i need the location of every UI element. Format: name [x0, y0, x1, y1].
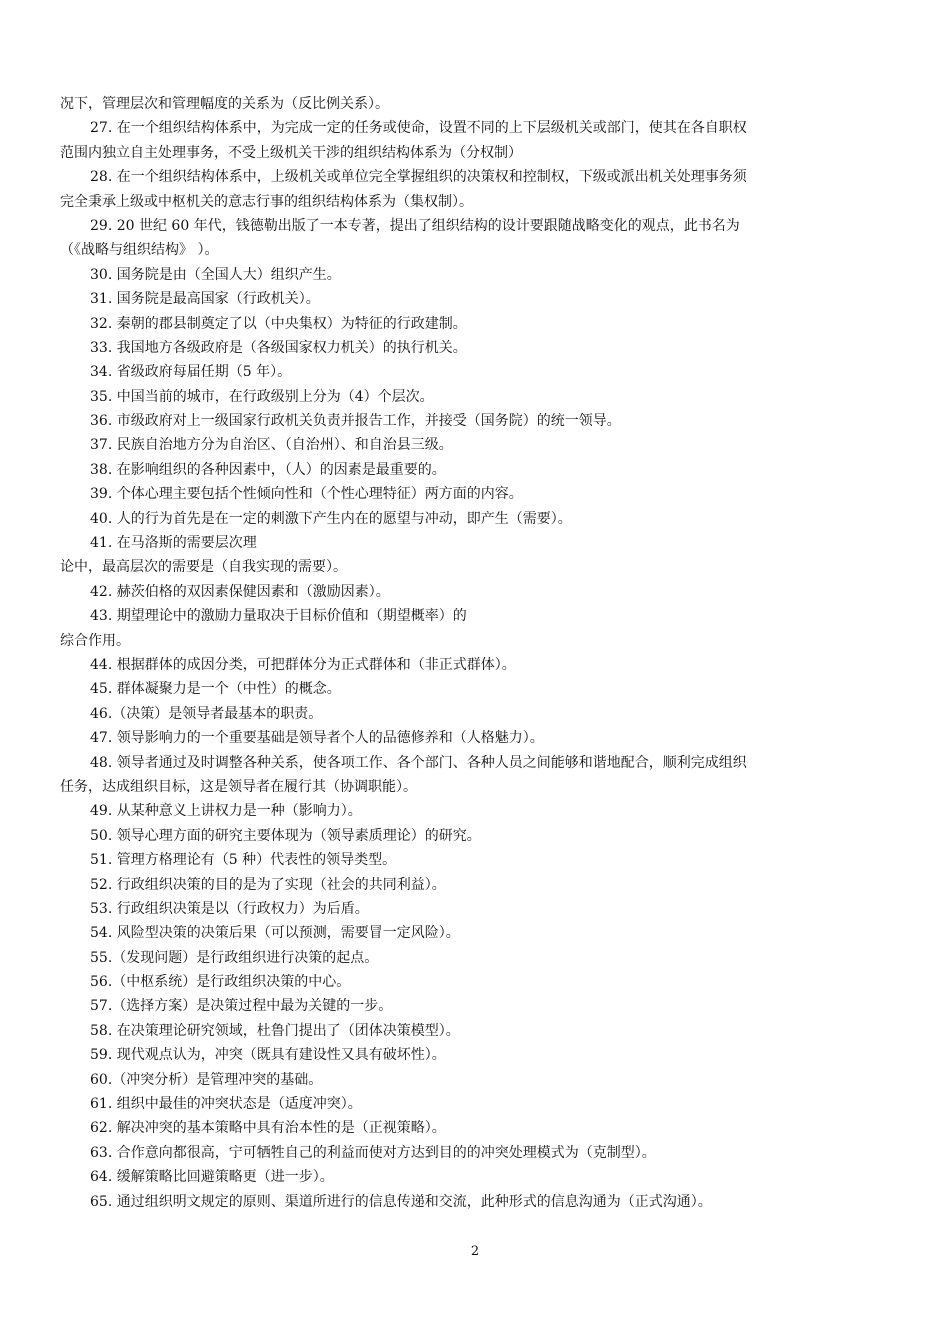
text-line: 62. 解决冲突的基本策略中具有治本性的是（正视策略）。	[90, 1120, 446, 1137]
text-line: 56.（中枢系统）是行政组织决策的中心。	[90, 974, 351, 991]
text-line: 64. 缓解策略比回避策略更（进一步）。	[90, 1169, 334, 1186]
text-line: 44. 根据群体的成因分类，可把群体分为正式群体和（非正式群体）。	[90, 656, 516, 673]
text-line: 39. 个体心理主要包括个性倾向性和（个性心理特征）两方面的内容。	[90, 486, 523, 503]
text-line: 65. 通过组织明文规定的原则、渠道所进行的信息传递和交流，此种形式的信息沟通为（正式沟通）。	[90, 1193, 712, 1210]
document-body	[60, 92, 890, 1214]
text-line: 58. 在决策理论研究领域，杜鲁门提出了（团体决策模型）。	[90, 1022, 460, 1039]
text-line: 32. 秦朝的郡县制奠定了以（中央集权）为特征的行政建制。	[90, 315, 467, 332]
text-line: 51. 管理方格理论有（5 种）代表性的领导类型。	[90, 852, 397, 869]
text-line: 33. 我国地方各级政府是（各级国家权力机关）的执行机关。	[90, 339, 467, 356]
text-line: 况下，管理层次和管理幅度的关系为（反比例关系）。	[60, 96, 389, 112]
text-line: 43. 期望理论中的激励力量取决于目标价值和（期望概率）的	[90, 608, 467, 625]
text-line: 47. 领导影响力的一个重要基础是领导者个人的品德修养和（人格魅力）。	[90, 730, 544, 747]
text-line: 综合作用。	[60, 632, 130, 649]
text-line: 54. 风险型决策的决策后果（可以预测，需要冒一定风险）。	[90, 925, 460, 942]
text-line: 52. 行政组织决策的目的是为了实现（社会的共同利益）。	[90, 876, 446, 893]
text-line: 28. 在一个组织结构体系中，上级机关或单位完全掌握组织的决策权和控制权，下级或派出机关处理事务须	[90, 169, 747, 186]
text-line: 45. 群体凝聚力是一个（中性）的概念。	[90, 681, 341, 698]
text-line: 41. 在马洛斯的需要层次理	[90, 535, 257, 552]
text-line: 38. 在影响组织的各种因素中，（人）的因素是最重要的。	[90, 461, 446, 478]
text-line: 31. 国务院是最高国家（行政机关）。	[90, 291, 320, 308]
text-line: 57.（选择方案）是决策过程中最为关键的一步。	[90, 998, 393, 1015]
text-line: 40. 人的行为首先是在一定的刺激下产生内在的愿望与冲动，即产生（需要）。	[90, 510, 572, 527]
text-line: 61. 组织中最佳的冲突状态是（适度冲突）。	[90, 1096, 362, 1113]
text-line: 59. 现代观点认为，冲突（既具有建设性又具有破坏性）。	[90, 1047, 446, 1064]
text-line: 35. 中国当前的城市，在行政级别上分为（4）个层次。	[90, 388, 434, 405]
text-line: 49. 从某种意义上讲权力是一种（影响力）。	[90, 803, 362, 820]
page-number: 2	[470, 1244, 480, 1259]
text-line: 34. 省级政府每届任期（5 年）。	[90, 364, 292, 381]
text-line: 36. 市级政府对上一级国家行政机关负责并报告工作，并接受（国务院）的统一领导。	[90, 413, 621, 430]
text-line: 27. 在一个组织结构体系中，为完成一定的任务或使命，设置不同的上下层级机关或部门，使其在各自职权	[90, 120, 747, 137]
text-line: 42. 赫茨伯格的双因素保健因素和（激励因素）。	[90, 583, 390, 600]
text-line: 37. 民族自治地方分为自治区、（自治州）、和自治县三级。	[90, 437, 453, 454]
text-line: （《战略与组织结构》 ）。	[60, 242, 219, 259]
text-line: 53. 行政组织决策是以（行政权力）为后盾。	[90, 900, 369, 917]
text-line: 29. 20 世纪 60 年代，钱德勒出版了一本专著，提出了组织结构的设计要跟随战略变化的观点，此书名为	[90, 217, 740, 234]
text-line: 30. 国务院是由（全国人大）组织产生。	[90, 266, 341, 283]
text-line: 任务，达成组织目标，这是领导者在履行其（协调职能）。	[60, 778, 417, 795]
text-line: 55.（发现问题）是行政组织进行决策的起点。	[90, 949, 379, 966]
text-line: 60.（冲突分析）是管理冲突的基础。	[90, 1071, 323, 1088]
text-line: 完全秉承上级或中枢机关的意志行事的组织结构体系为（集权制）。	[60, 193, 473, 210]
text-line: 范围内独立自主处理事务，不受上级机关干涉的组织结构体系为（分权制）	[60, 144, 522, 161]
text-line: 论中，最高层次的需要是（自我实现的需要）。	[60, 559, 347, 576]
text-line: 63. 合作意向都很高，宁可牺牲自己的利益而使对方达到目的的冲突处理模式为（克制型）。	[90, 1144, 656, 1161]
text-line: 46.（决策）是领导者最基本的职责。	[90, 705, 323, 722]
text-line: 48. 领导者通过及时调整各种关系，使各项工作、各个部门、各种人员之间能够和谐地配合，顺利完成组织	[90, 754, 747, 771]
text-line: 50. 领导心理方面的研究主要体现为（领导素质理论）的研究。	[90, 827, 481, 844]
